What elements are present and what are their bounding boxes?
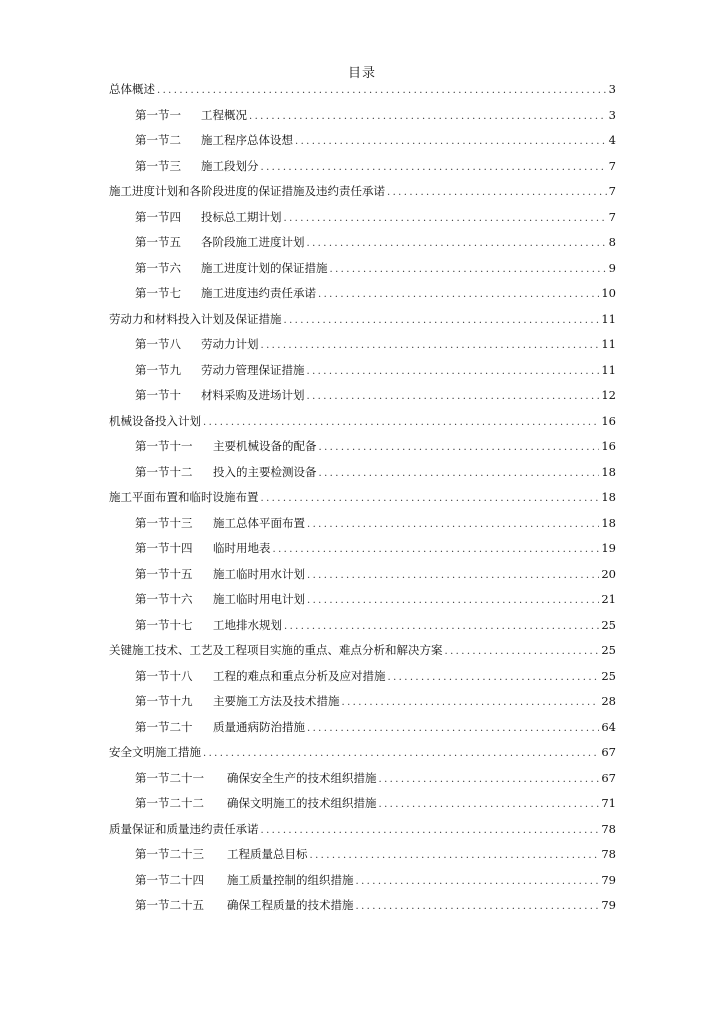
- toc-entry-title: 机械设备投入计划: [109, 413, 201, 428]
- toc-entry-number: 第一节十四: [135, 541, 193, 555]
- toc-page-number: 28: [601, 694, 616, 708]
- toc-entry-number: 第一节十九: [135, 694, 193, 708]
- toc-chapter-entry[interactable]: [109, 77, 616, 103]
- toc-dot-leader: [295, 129, 607, 155]
- toc-entry-title: 施工临时用水计划: [213, 566, 305, 581]
- toc-entry-title: 质量通病防治措施: [213, 719, 305, 734]
- toc-section-entry[interactable]: [109, 358, 616, 384]
- toc-page-number: 64: [601, 719, 616, 734]
- toc-dot-leader: [388, 665, 600, 691]
- toc-entry-number: 第一节二十二: [135, 796, 204, 810]
- toc-entry-title: 总体概述: [109, 82, 155, 96]
- toc-page-number: 71: [601, 796, 616, 810]
- toc-dot-leader: [319, 435, 600, 461]
- toc-section-entry[interactable]: [109, 562, 616, 588]
- toc-dot-leader: [307, 384, 600, 410]
- toc-entry-title: 安全文明施工措施: [109, 745, 201, 759]
- toc-dot-leader: [249, 104, 607, 130]
- toc-section-entry[interactable]: [109, 893, 616, 919]
- toc-entry-title: 劳动力计划: [201, 337, 259, 351]
- toc-page-number: 18: [601, 490, 616, 504]
- toc-chapter-entry[interactable]: [109, 179, 616, 205]
- toc-page-number: 19: [601, 541, 616, 555]
- toc-section-entry[interactable]: [109, 103, 616, 129]
- toc-dot-leader: [379, 792, 600, 818]
- toc-dot-leader: [261, 333, 600, 359]
- toc-page-number: 21: [601, 592, 616, 606]
- toc-section-entry[interactable]: [109, 511, 616, 537]
- toc-dot-leader: [379, 767, 600, 793]
- toc-page-number: 8: [608, 235, 616, 249]
- toc-entry-number: 第一节二: [135, 133, 181, 147]
- toc-entry-number: 第一节六: [135, 260, 181, 275]
- toc-page-number: 79: [601, 898, 616, 912]
- toc-page-number: 67: [601, 745, 616, 759]
- toc-entry-title: 施工进度违约责任承诺: [201, 286, 316, 300]
- toc-dot-leader: [261, 155, 607, 181]
- toc-entry-number: 第一节十二: [135, 464, 193, 479]
- toc-page-number: 67: [601, 770, 616, 785]
- toc-page-number: 12: [601, 388, 616, 402]
- toc-section-entry[interactable]: [109, 332, 616, 358]
- toc-page-number: 10: [601, 286, 616, 300]
- toc-chapter-entry[interactable]: [109, 485, 616, 511]
- toc-page-number: 3: [608, 107, 616, 122]
- toc-page-number: 25: [601, 643, 616, 657]
- toc-entry-title: 各阶段施工进度计划: [201, 235, 305, 249]
- toc-entry-title: 确保工程质量的技术措施: [227, 898, 354, 912]
- toc-entry-title: 劳动力管理保证措施: [201, 362, 305, 377]
- toc-entry-title: 施工段划分: [201, 158, 259, 173]
- toc-dot-leader: [307, 563, 599, 589]
- toc-dot-leader: [356, 869, 600, 895]
- toc-page-number: 7: [608, 158, 616, 173]
- toc-section-entry[interactable]: [109, 689, 616, 715]
- toc-dot-leader: [318, 282, 599, 308]
- toc-chapter-entry[interactable]: [109, 638, 616, 664]
- toc-section-entry[interactable]: [109, 281, 616, 307]
- toc-chapter-entry[interactable]: [109, 740, 616, 766]
- toc-section-entry[interactable]: [109, 791, 616, 817]
- toc-entry-number: 第一节二十三: [135, 847, 204, 861]
- toc-section-entry[interactable]: [109, 536, 616, 562]
- toc-page-number: 7: [608, 184, 616, 198]
- toc-dot-leader: [307, 359, 600, 385]
- toc-page-number: 7: [608, 209, 616, 224]
- toc-page-number: 79: [601, 872, 616, 887]
- toc-page-number: 78: [601, 821, 616, 836]
- toc-page-number: 25: [601, 617, 616, 632]
- toc-entry-title: 工程概况: [201, 107, 247, 122]
- toc-title: 目录: [347, 66, 376, 81]
- toc-entry-number: 第一节十八: [135, 668, 193, 683]
- toc-entry-title: 施工程序总体设想: [201, 133, 293, 147]
- toc-dot-leader: [319, 461, 600, 487]
- toc-entry-title: 投标总工期计划: [201, 209, 282, 224]
- toc-entry-title: 施工平面布置和临时设施布置: [109, 490, 259, 504]
- toc-entry-title: 主要机械设备的配备: [213, 439, 317, 453]
- toc-entry-title: 施工进度计划的保证措施: [201, 260, 328, 275]
- toc-entry-title: 工程质量总目标: [227, 847, 308, 861]
- toc-page-number: 16: [601, 439, 616, 453]
- toc-page-number: 18: [601, 464, 616, 479]
- toc-entry-number: 第一节九: [135, 362, 181, 377]
- toc-entry-title: 确保安全生产的技术组织措施: [227, 770, 377, 785]
- toc-entry-number: 第一节十: [135, 388, 181, 402]
- toc-entry-title: 工地排水规划: [213, 617, 282, 632]
- toc-chapter-entry[interactable]: [109, 817, 616, 843]
- toc-entry-title: 施工进度计划和各阶段进度的保证措施及违约责任承诺: [109, 184, 385, 198]
- toc-dot-leader: [284, 206, 607, 232]
- toc-section-entry[interactable]: [109, 613, 616, 639]
- toc-dot-leader: [261, 486, 600, 512]
- toc-entry-title: 主要施工方法及技术措施: [213, 694, 340, 708]
- toc-dot-leader: [342, 690, 600, 716]
- toc-dot-leader: [203, 741, 599, 767]
- toc-page-number: 16: [601, 413, 616, 428]
- toc-entry-title: 材料采购及进场计划: [201, 388, 305, 402]
- toc-entry-title: 关键施工技术、工艺及工程项目实施的重点、难点分析和解决方案: [109, 643, 443, 657]
- toc-page-number: 20: [601, 566, 616, 581]
- toc-entry-number: 第一节一: [135, 107, 181, 122]
- toc-section-entry[interactable]: [109, 587, 616, 613]
- toc-dot-leader: [203, 410, 599, 436]
- toc-entry-title: 确保文明施工的技术组织措施: [227, 796, 377, 810]
- toc-dot-leader: [310, 843, 600, 869]
- toc-entry-title: 施工总体平面布置: [213, 515, 305, 530]
- toc-page-number: 78: [601, 847, 616, 861]
- toc-entry-number: 第一节二十: [135, 719, 193, 734]
- toc-entry-number: 第一节二十四: [135, 872, 204, 887]
- toc-chapter-entry[interactable]: [109, 307, 616, 333]
- toc-chapter-entry[interactable]: [109, 409, 616, 435]
- toc-dot-leader: [387, 180, 607, 206]
- toc-list: [109, 77, 616, 919]
- toc-entry-number: 第一节五: [135, 235, 181, 249]
- toc-dot-leader: [273, 537, 600, 563]
- toc-page-number: 11: [601, 337, 616, 351]
- toc-entry-number: 第一节二十一: [135, 770, 204, 785]
- toc-entry-title: 施工质量控制的组织措施: [227, 872, 354, 887]
- toc-dot-leader: [261, 818, 600, 844]
- toc-dot-leader: [356, 894, 600, 920]
- toc-section-entry[interactable]: [109, 715, 616, 741]
- toc-page-number: 4: [608, 133, 616, 147]
- toc-dot-leader: [307, 231, 607, 257]
- toc-entry-number: 第一节十六: [135, 592, 193, 606]
- toc-section-entry[interactable]: [109, 256, 616, 282]
- toc-entry-title: 质量保证和质量违约责任承诺: [109, 821, 259, 836]
- toc-section-entry[interactable]: [109, 460, 616, 486]
- toc-page-number: 18: [601, 515, 616, 530]
- toc-dot-leader: [284, 614, 599, 640]
- toc-entry-number: 第一节八: [135, 337, 181, 351]
- toc-page-number: 11: [601, 311, 616, 326]
- toc-entry-title: 施工临时用电计划: [213, 592, 305, 606]
- toc-entry-number: 第一节十七: [135, 617, 193, 632]
- toc-entry-title: 劳动力和材料投入计划及保证措施: [109, 311, 282, 326]
- toc-entry-number: 第一节十一: [135, 439, 193, 453]
- toc-section-entry[interactable]: [109, 383, 616, 409]
- toc-section-entry[interactable]: [109, 154, 616, 180]
- toc-entry-number: 第一节二十五: [135, 898, 204, 912]
- toc-entry-number: 第一节十五: [135, 566, 193, 581]
- toc-entry-number: 第一节四: [135, 209, 181, 224]
- toc-section-entry[interactable]: [109, 766, 616, 792]
- toc-page-number: 3: [608, 82, 616, 96]
- toc-dot-leader: [284, 308, 600, 334]
- toc-section-entry[interactable]: [109, 434, 616, 460]
- toc-dot-leader: [330, 257, 607, 283]
- toc-page-number: 25: [601, 668, 616, 683]
- toc-entry-number: 第一节三: [135, 158, 181, 173]
- toc-section-entry[interactable]: [109, 868, 616, 894]
- toc-entry-number: 第一节十三: [135, 515, 193, 530]
- toc-page-number: 9: [608, 260, 616, 275]
- toc-page-number: 11: [601, 362, 616, 377]
- toc-section-entry[interactable]: [109, 664, 616, 690]
- toc-dot-leader: [307, 512, 599, 538]
- toc-dot-leader: [445, 639, 600, 665]
- toc-entry-title: 投入的主要检测设备: [213, 464, 317, 479]
- toc-section-entry[interactable]: [109, 230, 616, 256]
- toc-section-entry[interactable]: [109, 842, 616, 868]
- toc-entry-title: 工程的难点和重点分析及应对措施: [213, 668, 386, 683]
- toc-dot-leader: [157, 78, 607, 104]
- toc-section-entry[interactable]: [109, 128, 616, 154]
- toc-entry-number: 第一节七: [135, 286, 181, 300]
- toc-dot-leader: [307, 716, 599, 742]
- toc-dot-leader: [307, 588, 599, 614]
- toc-section-entry[interactable]: [109, 205, 616, 231]
- toc-entry-title: 临时用地表: [213, 541, 271, 555]
